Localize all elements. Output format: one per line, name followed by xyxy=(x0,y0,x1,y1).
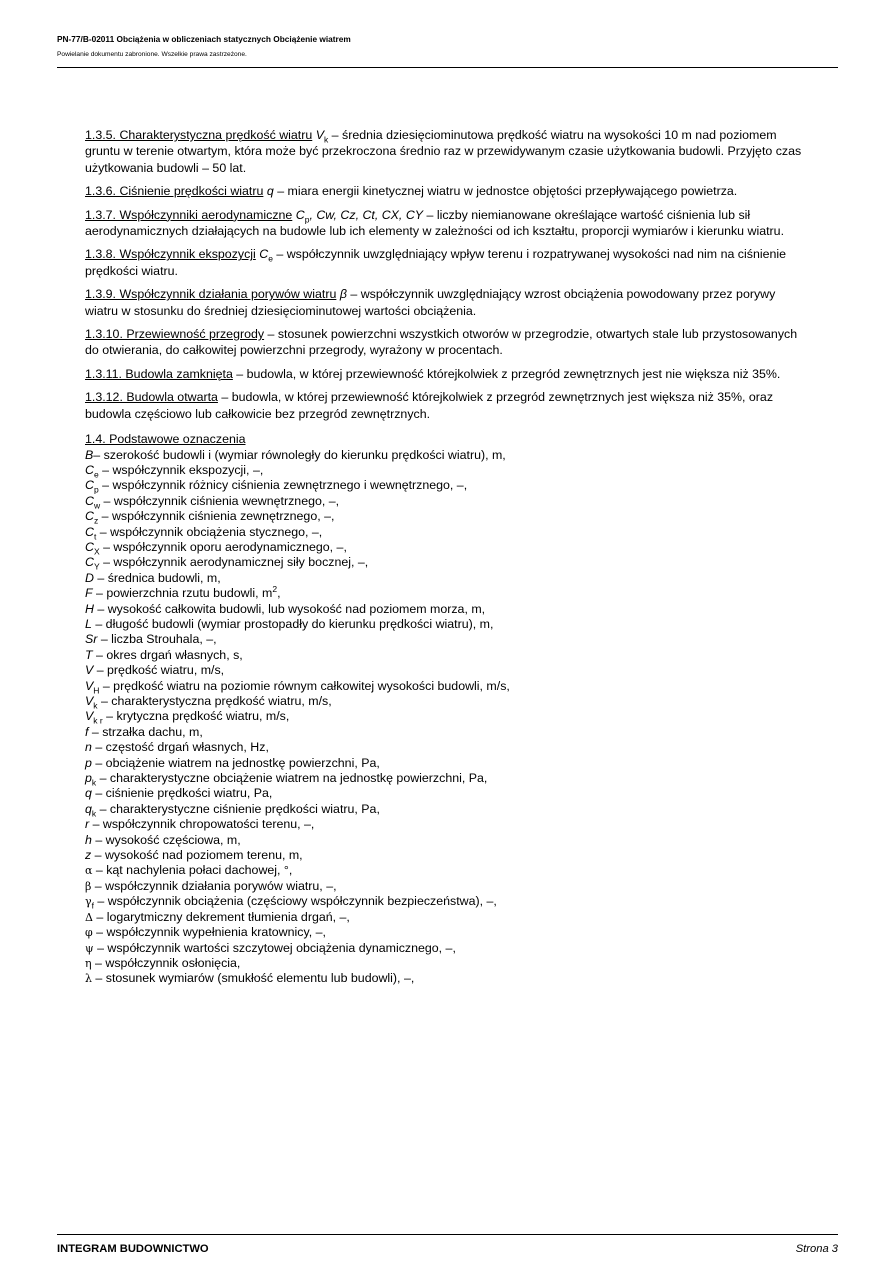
symbol: q xyxy=(85,801,92,816)
symbol-description: – powierzchnia rzutu budowli, m xyxy=(92,586,273,601)
symbol-description: – szerokość budowli i (wymiar równoległy do kierunku prędkości wiatru), m, xyxy=(93,447,506,462)
page-content xyxy=(85,127,805,987)
symbol: z xyxy=(85,848,92,863)
symbol: α xyxy=(85,864,93,878)
definition-symbol-subscript: e xyxy=(268,253,273,264)
definition-symbol: β xyxy=(339,287,347,302)
symbol: V xyxy=(85,709,94,724)
symbol: n xyxy=(85,740,92,755)
symbol-description: – wysokość całkowita budowli, lub wysokość nad poziomem morza, m, xyxy=(93,601,486,616)
symbol-description: – charakterystyczne ciśnienie prędkości wiatru, Pa, xyxy=(96,801,380,816)
document-header-title: PN-77/B-02011 Obciążenia w obliczeniach statycznych Obciążenie wiatrem xyxy=(57,34,351,44)
symbol: B xyxy=(85,447,94,462)
symbol-description: – logarytmiczny dekrement tłumienia drgań, –, xyxy=(92,909,350,924)
symbol: H xyxy=(85,601,94,616)
symbol-description: – prędkość wiatru na poziomie równym całkowitej wysokości budowli, m/s, xyxy=(99,678,510,693)
symbol-superscript: 2 xyxy=(272,584,278,595)
symbol-subscript: k xyxy=(93,700,98,711)
symbol-description: – wysokość częściowa, m, xyxy=(91,832,241,847)
symbol-row xyxy=(85,786,805,801)
symbol-description: – liczba Strouhala, –, xyxy=(97,632,217,647)
definition-symbol-subscript: k xyxy=(323,134,329,145)
symbol: C xyxy=(85,509,94,524)
definition-text: – współczynnik uwzględniający wpływ terenu i rozpatrywanej wysokości nad nim na ciśnienie prędkości wiatru. xyxy=(85,247,787,278)
symbol-subscript: Y xyxy=(93,561,100,572)
symbol: C xyxy=(85,524,94,539)
symbol: f xyxy=(85,724,89,739)
symbol-row xyxy=(85,771,805,786)
symbol-row xyxy=(85,555,805,570)
symbol-row: F – powierzchnia rzutu budowli, $m^2$, xyxy=(85,584,281,601)
symbol-description: – okres drgań własnych, s, xyxy=(92,647,243,662)
symbol-row xyxy=(85,817,805,832)
symbol-description: – częstość drgań własnych, Hz, xyxy=(91,740,269,755)
symbol-description: – współczynnik obciążenia stycznego, –, xyxy=(96,524,323,539)
symbol-row xyxy=(85,632,805,647)
symbol-description: – charakterystyczne obciążenie wiatrem na jednostkę powierzchni, Pa, xyxy=(96,771,488,786)
symbol-subscript: k r xyxy=(93,715,103,726)
definition-term: 1.3.9. Współczynnik działania porywów wiatru xyxy=(85,287,337,302)
definition-item xyxy=(85,326,805,359)
symbol: D xyxy=(85,570,94,585)
symbol-row xyxy=(85,925,805,940)
symbol-row xyxy=(85,663,805,678)
symbol-row xyxy=(85,833,805,848)
symbol-row xyxy=(85,448,805,463)
symbol: q xyxy=(85,786,92,801)
definition-symbol-subscript: p xyxy=(304,214,310,225)
symbol-subscript: e xyxy=(93,469,99,480)
definition-text: – współczynnik uwzględniający wzrost obciążenia powodowany przez porywy wiatru w stosunku do średniej dziesięciominutowej wartości obciążenia. xyxy=(85,287,776,318)
symbol: V xyxy=(85,694,94,708)
symbol-description: – krytyczna prędkość wiatru, m/s, xyxy=(102,709,290,724)
symbol-description: – średnica budowli, m, xyxy=(93,570,221,585)
definition-item xyxy=(85,127,805,176)
symbol-description: – współczynnik ekspozycji, –, xyxy=(98,462,264,477)
symbol-row xyxy=(85,540,805,555)
symbol-subscript: z xyxy=(93,515,99,526)
symbol-description: – prędkość wiatru, m/s, xyxy=(93,663,225,678)
symbol: λ xyxy=(85,972,92,986)
definition-text: – średnia dziesięciominutowa prędkość wiatru na wysokości 10 m nad poziomem gruntu w terenie otwartym, która może być przekroczona średnio raz w przewidywanym czasie użytkowania budowli. Przyjęto czas użytkowania budowli – 50 lat. xyxy=(85,128,802,175)
symbol: p xyxy=(85,755,92,770)
symbol-row xyxy=(85,494,805,509)
symbol-description: – współczynnik ciśnienia wewnętrznego, –, xyxy=(100,493,340,508)
symbol: ψ xyxy=(85,941,94,955)
symbol: V xyxy=(85,663,94,678)
symbol-row xyxy=(85,679,805,694)
footer-publisher: INTEGRAM BUDOWNICTWO xyxy=(57,1243,209,1255)
definition-text: – liczby niemianowane określające wartość ciśnienia lub sił aerodynamicznych działających na budowle lub ich elementy w zależności od ich kształtu, proporcji wymiarów i kierunku wiatru. xyxy=(85,207,785,239)
definition-text: – budowla, w której przewiewność którejkolwiek z przegród zewnętrznych jest nie większa niż 35%. xyxy=(232,366,781,381)
symbol-description: – współczynnik chropowatości terenu, –, xyxy=(89,817,315,832)
definition-text: – miara energii kinetycznej wiatru w jednostce objętości przepływającego powietrza. xyxy=(273,184,738,199)
symbol-subscript: t xyxy=(93,531,97,541)
symbol-description: – współczynnik aerodynamicznej siły bocznej, –, xyxy=(99,555,369,570)
symbol-description: – kąt nachylenia połaci dachowej, °, xyxy=(92,863,293,878)
symbol-row xyxy=(85,740,805,755)
definition-term: 1.3.10. Przewiewność przegrody xyxy=(85,327,265,342)
symbol-description: – wysokość nad poziomem terenu, m, xyxy=(91,848,303,863)
symbol: γ xyxy=(85,895,92,909)
definition-term: 1.3.5. Charakterystyczna prędkość wiatru xyxy=(85,128,313,142)
symbol-row xyxy=(85,863,805,878)
symbol-row xyxy=(85,894,805,909)
definition-item xyxy=(85,183,805,199)
footer-divider xyxy=(57,1234,838,1235)
symbol: C xyxy=(85,478,94,493)
symbol-row xyxy=(85,725,805,740)
definition-item xyxy=(85,366,805,382)
symbol-description: – ciśnienie prędkości wiatru, Pa, xyxy=(91,786,273,801)
symbol-description: – współczynnik osłonięcia, xyxy=(91,955,241,970)
definition-term: 1.3.12. Budowla otwarta xyxy=(85,390,218,405)
symbol-description: – długość budowli (wymiar prostopadły do kierunku prędkości wiatru), m, xyxy=(91,616,494,631)
symbol-row xyxy=(85,617,805,632)
symbol: C xyxy=(85,539,94,554)
symbol-subscript: k xyxy=(91,808,97,819)
symbol: r xyxy=(85,817,90,832)
symbols-list xyxy=(85,448,805,987)
definition-symbol: V xyxy=(315,128,324,142)
definition-text: – stosunek powierzchni wszystkich otworów w przegrodzie, otwartych stale lub przystosowanych do otwierania, do całkowitej powierzchni przegrody, wyrażony w procentach. xyxy=(85,327,798,358)
definitions-section xyxy=(85,127,805,422)
definition-item xyxy=(85,389,805,422)
symbol: T xyxy=(85,647,93,662)
symbols-heading: 1.4. Podstawowe oznaczenia xyxy=(85,432,246,447)
symbol: C xyxy=(85,462,94,477)
symbol-row xyxy=(85,694,805,709)
symbol-subscript: H xyxy=(93,685,100,696)
symbol-row xyxy=(85,941,805,956)
symbol-subscript: p xyxy=(93,484,99,495)
symbol: C xyxy=(85,493,94,508)
definition-symbol: C xyxy=(295,207,305,222)
definition-item xyxy=(85,246,805,279)
symbol-row xyxy=(85,648,805,663)
definition-term: 1.3.7. Współczynniki aerodynamiczne xyxy=(85,207,293,222)
symbol: F xyxy=(85,586,93,601)
symbol-subscript: k xyxy=(91,777,97,788)
header-divider xyxy=(57,67,838,68)
symbol-row xyxy=(85,756,805,771)
definition-term: 1.3.6. Ciśnienie prędkości wiatru xyxy=(85,184,264,199)
symbol-description: – strzałka dachu, m, xyxy=(88,724,203,739)
symbol-description: – współczynnik oporu aerodynamicznego, –, xyxy=(99,539,347,554)
definition-term: 1.3.8. Współczynnik ekspozycji xyxy=(85,247,256,262)
symbol: η xyxy=(85,956,92,970)
symbol: Δ xyxy=(85,910,93,924)
definition-extra-symbols: , Cw, Cz, Ct, CX, CY xyxy=(309,207,424,222)
copyright-notice: Powielanie dokumentu zabronione. Wszelkie prawa zastrzeżone. xyxy=(57,51,247,58)
symbol-row xyxy=(85,879,805,894)
symbol-description: – współczynnik obciążenia (częściowy współczynnik bezpieczeństwa), –, xyxy=(93,894,497,909)
symbol-row xyxy=(85,525,805,540)
symbol-subscript: X xyxy=(93,546,100,557)
symbol-row xyxy=(85,956,805,971)
symbol: L xyxy=(85,616,92,631)
symbol-description: – współczynnik wypełnienia kratownicy, –, xyxy=(92,925,326,940)
symbol: h xyxy=(85,832,92,847)
symbol-row xyxy=(85,509,805,524)
definition-symbol: q xyxy=(266,184,274,199)
symbol-row xyxy=(85,463,805,478)
symbol-description: – stosunek wymiarów (smukłość elementu lub budowli), –, xyxy=(91,971,415,986)
symbol: Sr xyxy=(85,632,98,647)
symbol: β xyxy=(85,879,92,893)
symbol-description: – współczynnik wartości szczytowej obciążenia dynamicznego, –, xyxy=(93,940,456,955)
symbol: φ xyxy=(85,926,93,940)
definition-item xyxy=(85,207,805,240)
symbol-row xyxy=(85,848,805,863)
symbol-row xyxy=(85,602,805,617)
definition-symbol: C xyxy=(259,247,269,262)
symbol-description: – współczynnik działania porywów wiatru, –, xyxy=(91,878,337,893)
symbol-subscript: w xyxy=(93,500,101,511)
symbol-subscript: f xyxy=(91,900,94,911)
symbol-row xyxy=(85,571,805,586)
symbol-row xyxy=(85,709,805,724)
page-number: Strona 3 xyxy=(795,1243,838,1255)
definition-text: – budowla, w której przewiewność którejkolwiek z przegród zewnętrznych jest większa niż 35%, oraz budowla częściowo lub całkowicie bez przegród zewnętrznych. xyxy=(85,390,774,421)
symbol-row xyxy=(85,910,805,925)
symbol: C xyxy=(85,555,94,570)
symbol-description: – obciążenie wiatrem na jednostkę powierzchni, Pa, xyxy=(91,755,380,770)
symbol-description: – współczynnik różnicy ciśnienia zewnętrznego i wewnętrznego, –, xyxy=(98,478,468,493)
symbol-row xyxy=(85,971,805,986)
symbol-description: – współczynnik ciśnienia zewnętrznego, –, xyxy=(98,509,335,524)
definition-term: 1.3.11. Budowla zamknięta xyxy=(85,366,233,381)
symbol-row xyxy=(85,802,805,817)
symbol: p xyxy=(85,771,92,786)
symbol: V xyxy=(85,678,94,693)
symbol-row xyxy=(85,478,805,493)
definition-item xyxy=(85,286,805,319)
symbol-description: – charakterystyczna prędkość wiatru, m/s, xyxy=(97,694,332,708)
